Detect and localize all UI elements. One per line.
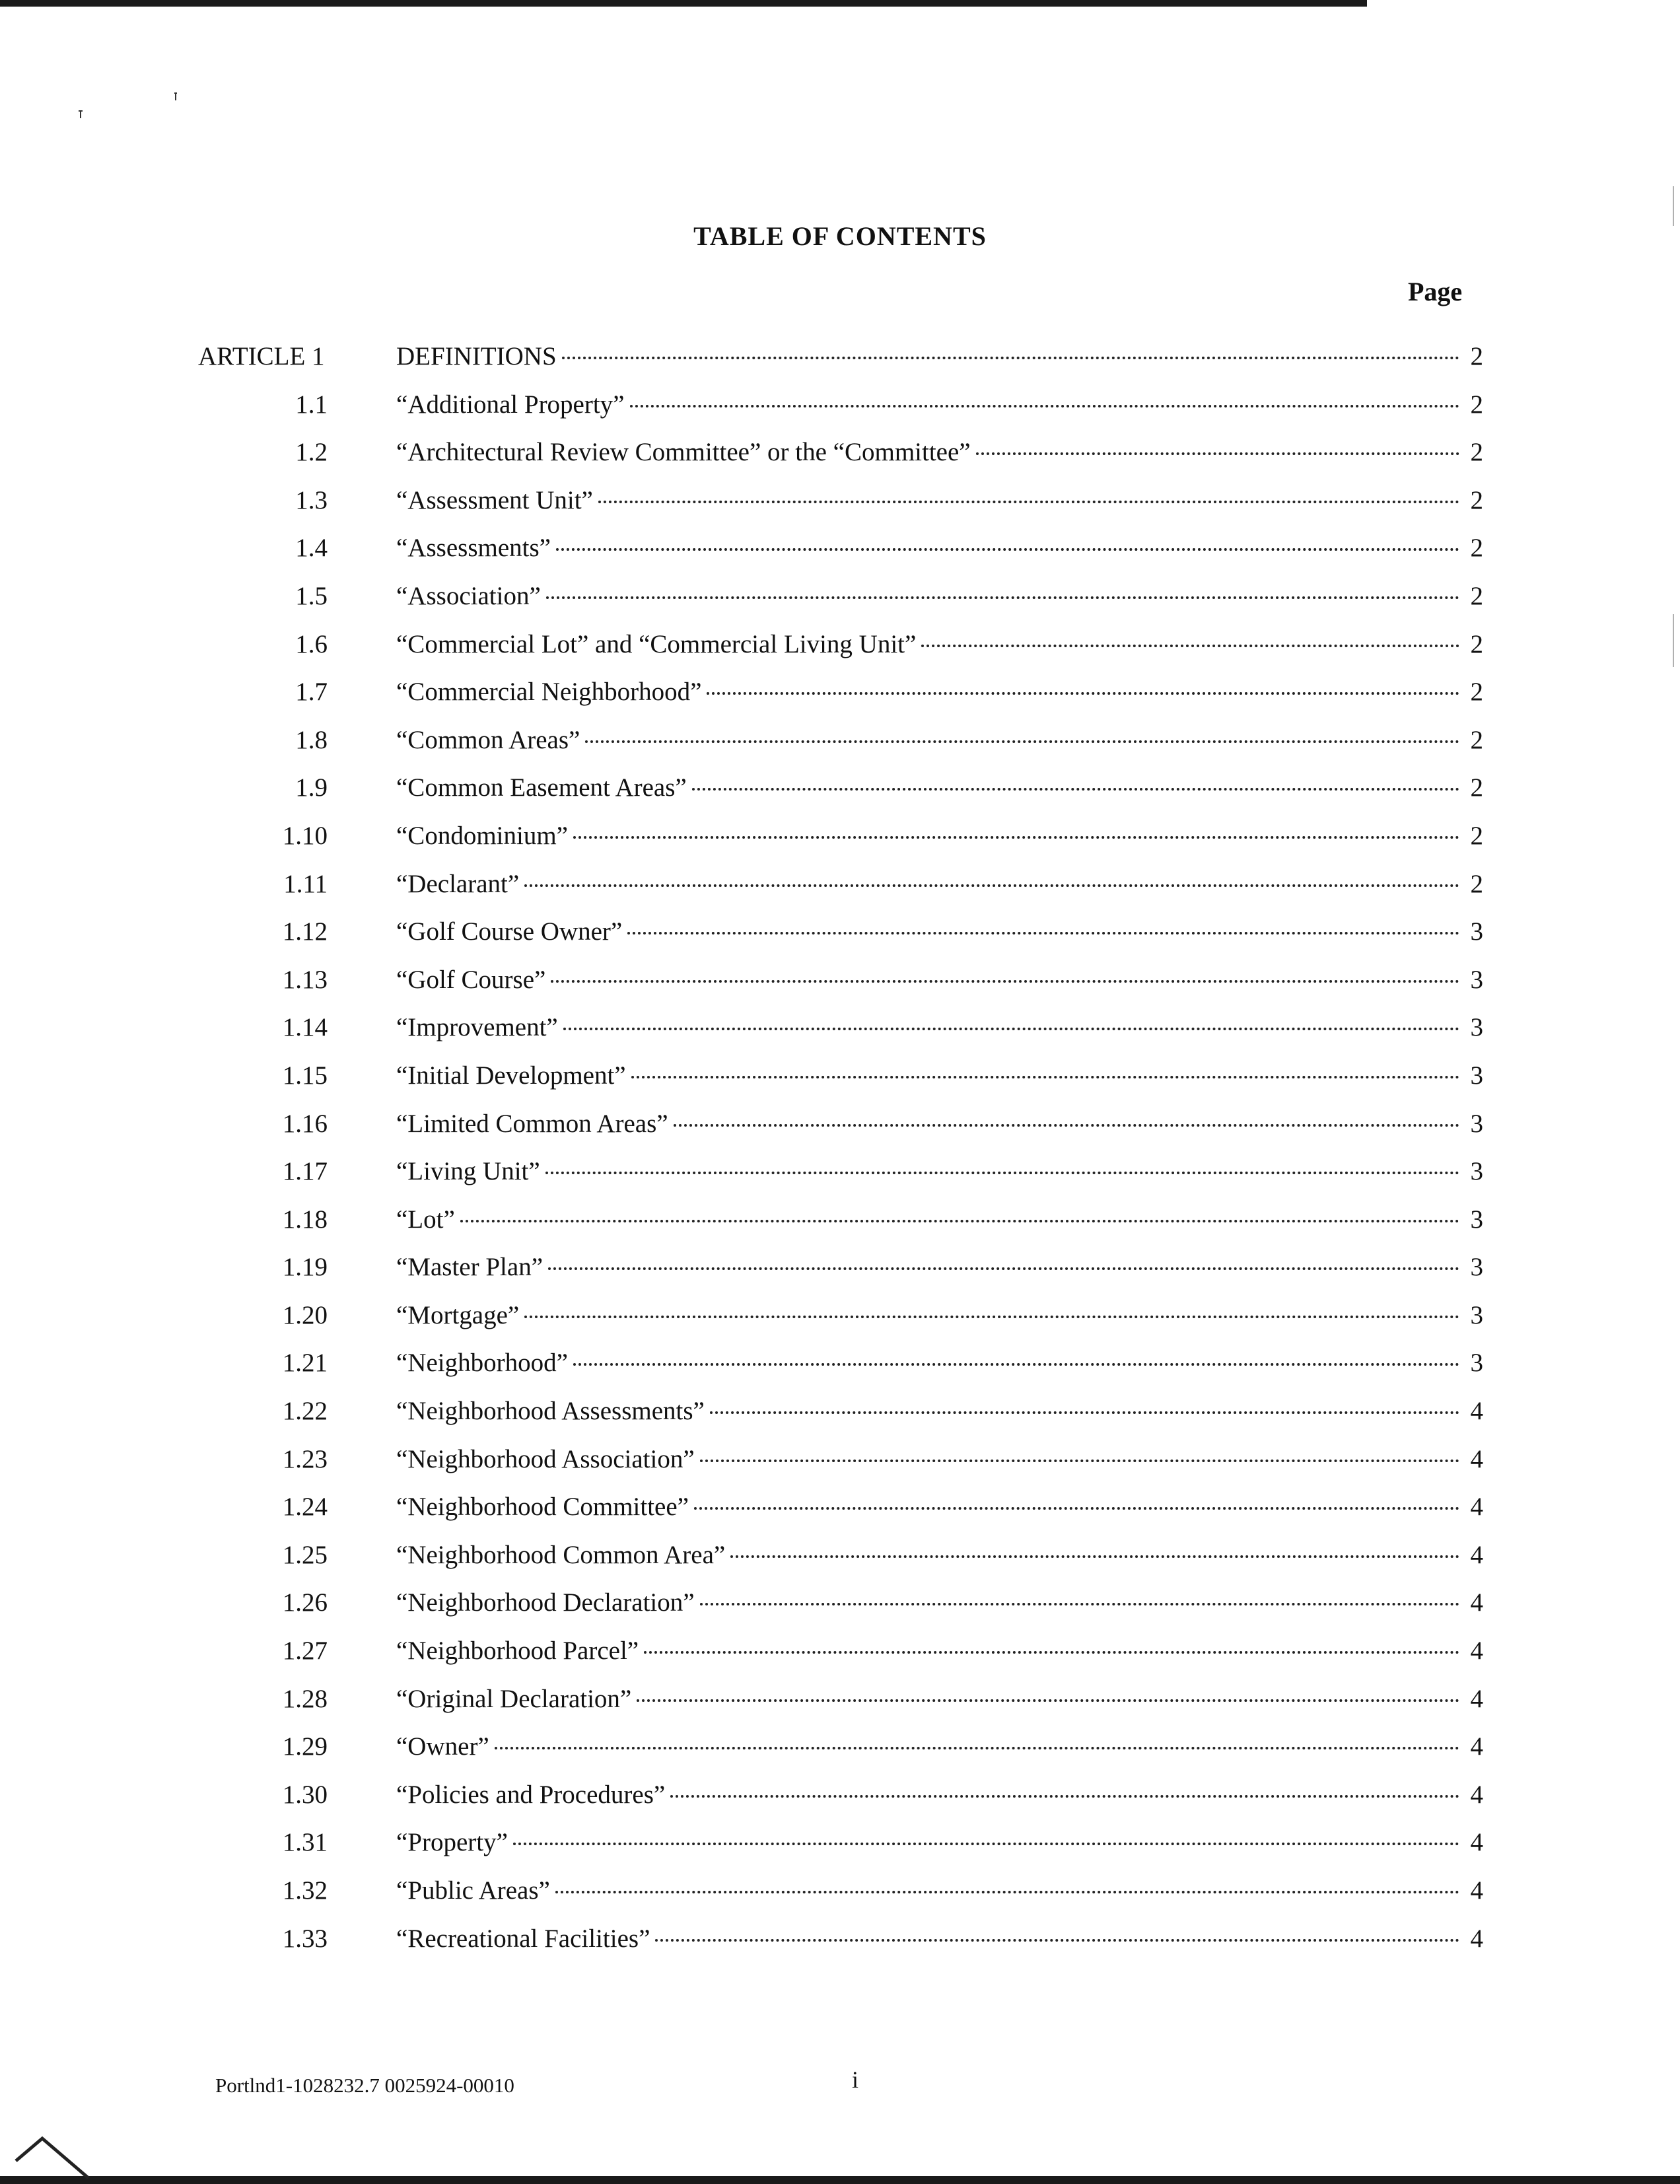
- toc-entry-number: 1.25: [282, 1540, 328, 1569]
- dot-leader: [556, 547, 1459, 551]
- toc-entry-number: 1.20: [282, 1300, 328, 1329]
- toc-entry-number: 1.2: [295, 438, 328, 467]
- toc-section-row: [198, 1491, 1483, 1539]
- toc-entry-title: “Lot”: [396, 1205, 455, 1234]
- toc-section-row: [198, 964, 1483, 1012]
- toc-section-row: [198, 1731, 1483, 1779]
- toc-entry-title: “Policies and Procedures”: [396, 1780, 666, 1809]
- toc-entry-page: 2: [1470, 869, 1483, 898]
- toc-entry-title: “Golf Course Owner”: [396, 917, 623, 946]
- dot-leader: [548, 1267, 1459, 1270]
- toc-entry-title: “Additional Property”: [396, 390, 625, 419]
- toc-entry-page: 4: [1470, 1780, 1483, 1809]
- toc-section-row: [198, 676, 1483, 724]
- dot-leader: [644, 1650, 1459, 1654]
- dot-leader: [627, 931, 1459, 934]
- dot-leader: [545, 1171, 1459, 1174]
- toc-section-row: [198, 1683, 1483, 1732]
- dot-leader: [546, 596, 1459, 599]
- toc-list: [198, 341, 1483, 1971]
- toc-entry-page: 4: [1470, 1732, 1483, 1761]
- scan-top-border: [0, 0, 1367, 7]
- toc-entry-title: “Master Plan”: [396, 1253, 543, 1282]
- toc-entry-number: 1.14: [282, 1013, 328, 1042]
- dot-leader: [555, 1890, 1459, 1893]
- toc-entry-title: “Commercial Lot” and “Commercial Living Unit”: [396, 629, 917, 658]
- toc-entry-page: 3: [1470, 1013, 1483, 1042]
- dot-leader: [585, 740, 1459, 743]
- toc-entry-number: 1.22: [282, 1397, 328, 1426]
- toc-section-row: [198, 1300, 1483, 1348]
- toc-entry-title: “Property”: [396, 1828, 508, 1857]
- toc-entry-number: 1.18: [282, 1205, 328, 1234]
- toc-section-row: [198, 724, 1483, 773]
- page-title: TABLE OF CONTENTS: [693, 221, 987, 251]
- page-column-header: Page: [1408, 277, 1463, 306]
- dot-leader: [513, 1842, 1459, 1845]
- toc-entry-number: 1.5: [295, 581, 328, 610]
- dot-leader: [630, 404, 1460, 407]
- toc-entry-number: 1.8: [295, 725, 328, 754]
- toc-section-row: [198, 485, 1483, 533]
- toc-entry-number: 1.12: [282, 917, 328, 946]
- toc-entry-title: “Neighborhood”: [396, 1349, 568, 1378]
- toc-entry-number: 1.19: [282, 1253, 328, 1282]
- dot-leader: [573, 1362, 1459, 1366]
- toc-entry-number: ARTICLE 1: [198, 342, 325, 370]
- toc-section-row: [198, 1827, 1483, 1875]
- dot-leader: [674, 1123, 1459, 1127]
- toc-section-row: [198, 629, 1483, 677]
- toc-section-row: [198, 1156, 1483, 1204]
- toc-entry-title: “Assessment Unit”: [396, 485, 593, 514]
- toc-entry-page: 4: [1470, 1540, 1483, 1569]
- toc-entry-title: “Commercial Neighborhood”: [396, 678, 702, 707]
- toc-entry-number: 1.17: [282, 1157, 328, 1186]
- toc-entry-number: 1.32: [282, 1876, 328, 1905]
- toc-section-row: [198, 868, 1483, 917]
- scan-speck: [173, 92, 178, 102]
- toc-entry-page: 3: [1470, 1061, 1483, 1090]
- toc-entry-title: “Golf Course”: [396, 965, 546, 994]
- toc-entry-number: 1.31: [282, 1828, 328, 1857]
- toc-entry-page: 4: [1470, 1588, 1483, 1617]
- toc-entry-number: 1.7: [295, 678, 328, 707]
- toc-section-row: [198, 581, 1483, 629]
- toc-entry-page: 2: [1470, 534, 1483, 563]
- toc-entry-title: “Living Unit”: [396, 1157, 540, 1186]
- toc-section-row: [198, 1060, 1483, 1108]
- toc-entry-title: “Public Areas”: [396, 1876, 550, 1905]
- toc-entry-title: “Neighborhood Committee”: [396, 1493, 689, 1522]
- toc-entry-title: “Recreational Facilities”: [396, 1924, 650, 1953]
- toc-entry-page: 3: [1470, 1349, 1483, 1378]
- toc-entry-page: 3: [1470, 917, 1483, 946]
- dot-leader: [637, 1699, 1459, 1702]
- dot-leader: [707, 691, 1459, 695]
- toc-entry-number: 1.29: [282, 1732, 328, 1761]
- toc-section-row: [198, 1875, 1483, 1923]
- dot-leader: [700, 1459, 1459, 1462]
- toc-entry-title: “Neighborhood Assessments”: [396, 1397, 705, 1426]
- toc-entry-page: 3: [1470, 1205, 1483, 1234]
- toc-entry-page: 2: [1470, 725, 1483, 754]
- toc-entry-number: 1.10: [282, 821, 328, 850]
- footer-page-number: i: [852, 2066, 859, 2093]
- toc-entry-number: 1.16: [282, 1109, 328, 1138]
- toc-entry-number: 1.21: [282, 1349, 328, 1378]
- toc-entry-page: 3: [1470, 1300, 1483, 1329]
- toc-entry-title: “Assessments”: [396, 534, 551, 563]
- dot-leader: [551, 979, 1459, 983]
- toc-section-row: [198, 532, 1483, 581]
- toc-entry-number: 1.11: [283, 869, 328, 898]
- dot-leader: [692, 787, 1459, 791]
- toc-entry-page: 4: [1470, 1493, 1483, 1522]
- dot-leader: [670, 1794, 1459, 1798]
- dot-leader: [700, 1602, 1459, 1605]
- toc-entry-page: 2: [1470, 678, 1483, 707]
- toc-entry-page: 4: [1470, 1397, 1483, 1426]
- toc-entry-title: “Owner”: [396, 1732, 489, 1761]
- corner-fold-mark: [15, 2120, 94, 2179]
- dot-leader: [631, 1075, 1459, 1078]
- toc-entry-number: 1.4: [295, 534, 328, 563]
- toc-entry-title: “Common Easement Areas”: [396, 773, 687, 802]
- toc-entry-page: 3: [1470, 965, 1483, 994]
- toc-entry-page: 4: [1470, 1637, 1483, 1666]
- dot-leader: [976, 452, 1459, 455]
- toc-section-row: [198, 772, 1483, 820]
- toc-entry-page: 3: [1470, 1109, 1483, 1138]
- toc-section-row: [198, 1923, 1483, 1971]
- toc-entry-page: 2: [1470, 629, 1483, 658]
- toc-entry-page: 2: [1470, 390, 1483, 419]
- toc-entry-page: 4: [1470, 1444, 1483, 1473]
- toc-entry-page: 2: [1470, 773, 1483, 802]
- toc-entry-number: 1.1: [295, 390, 328, 419]
- toc-entry-page: 4: [1470, 1924, 1483, 1953]
- dot-leader: [524, 1315, 1459, 1318]
- toc-section-row: [198, 1347, 1483, 1395]
- toc-entry-title: “Neighborhood Common Area”: [396, 1540, 726, 1569]
- toc-entry-number: 1.28: [282, 1684, 328, 1713]
- toc-entry-page: 4: [1470, 1876, 1483, 1905]
- toc-section-row: [198, 437, 1483, 485]
- toc-entry-page: 2: [1470, 342, 1483, 370]
- dot-leader: [524, 884, 1459, 887]
- toc-section-row: [198, 1444, 1483, 1492]
- toc-entry-number: 1.27: [282, 1637, 328, 1666]
- toc-section-row: [198, 1395, 1483, 1444]
- toc-entry-page: 4: [1470, 1684, 1483, 1713]
- toc-entry-title: “Neighborhood Association”: [396, 1444, 695, 1473]
- toc-entry-number: 1.9: [295, 773, 328, 802]
- dot-leader: [655, 1938, 1459, 1942]
- toc-entry-page: 2: [1470, 821, 1483, 850]
- dot-leader: [495, 1746, 1459, 1749]
- toc-section-row: [198, 820, 1483, 868]
- toc-entry-number: 1.15: [282, 1061, 328, 1090]
- toc-entry-number: 1.33: [282, 1924, 328, 1953]
- toc-entry-title: “Limited Common Areas”: [396, 1109, 668, 1138]
- toc-section-row: [198, 389, 1483, 437]
- scan-bottom-border: [0, 2176, 1680, 2184]
- toc-entry-number: 1.30: [282, 1780, 328, 1809]
- dot-leader: [710, 1411, 1459, 1414]
- dot-leader: [598, 500, 1459, 503]
- toc-entry-page: 3: [1470, 1253, 1483, 1282]
- toc-entry-number: 1.24: [282, 1493, 328, 1522]
- toc-entry-title: “Architectural Review Committee” or the “Committee”: [396, 438, 971, 467]
- dot-leader: [730, 1555, 1459, 1558]
- toc-entry-page: 2: [1470, 581, 1483, 610]
- toc-entry-title: “Common Areas”: [396, 725, 580, 754]
- dot-leader: [573, 835, 1459, 839]
- toc-section-row: [198, 916, 1483, 964]
- toc-section-row: [198, 1204, 1483, 1252]
- toc-entry-title: “Neighborhood Declaration”: [396, 1588, 695, 1617]
- toc-entry-title: “Neighborhood Parcel”: [396, 1637, 639, 1666]
- toc-entry-title: “Condominium”: [396, 821, 568, 850]
- toc-entry-title: “Initial Development”: [396, 1061, 626, 1090]
- toc-entry-title: “Association”: [396, 581, 541, 610]
- scan-speck: [78, 110, 83, 119]
- toc-article-row: [198, 341, 1483, 389]
- toc-section-row: [198, 1012, 1483, 1060]
- toc-entry-page: 3: [1470, 1157, 1483, 1186]
- toc-entry-title: “Mortgage”: [396, 1300, 520, 1329]
- toc-entry-title: “Original Declaration”: [396, 1684, 632, 1713]
- scan-edge-mark: [1673, 186, 1674, 226]
- toc-entry-page: 2: [1470, 485, 1483, 514]
- toc-entry-number: 1.6: [295, 629, 328, 658]
- toc-entry-title: “Improvement”: [396, 1013, 558, 1042]
- dot-leader: [460, 1219, 1459, 1222]
- dot-leader: [694, 1506, 1459, 1510]
- scan-edge-mark: [1673, 614, 1674, 667]
- toc-entry-title: DEFINITIONS: [396, 342, 557, 370]
- toc-entry-title: “Declarant”: [396, 869, 520, 898]
- dot-leader: [563, 1027, 1459, 1030]
- toc-entry-number: 1.26: [282, 1588, 328, 1617]
- toc-entry-page: 2: [1470, 438, 1483, 467]
- toc-section-row: [198, 1539, 1483, 1588]
- toc-entry-page: 4: [1470, 1828, 1483, 1857]
- dot-leader: [921, 644, 1459, 647]
- dot-leader: [562, 356, 1459, 359]
- toc-section-row: [198, 1635, 1483, 1683]
- footer-document-id: Portlnd1-1028232.7 0025924-00010: [215, 2074, 514, 2097]
- toc-section-row: [198, 1251, 1483, 1300]
- toc-entry-number: 1.23: [282, 1444, 328, 1473]
- toc-section-row: [198, 1108, 1483, 1156]
- toc-entry-number: 1.13: [282, 965, 328, 994]
- toc-entry-number: 1.3: [295, 485, 328, 514]
- toc-section-row: [198, 1587, 1483, 1635]
- toc-section-row: [198, 1779, 1483, 1827]
